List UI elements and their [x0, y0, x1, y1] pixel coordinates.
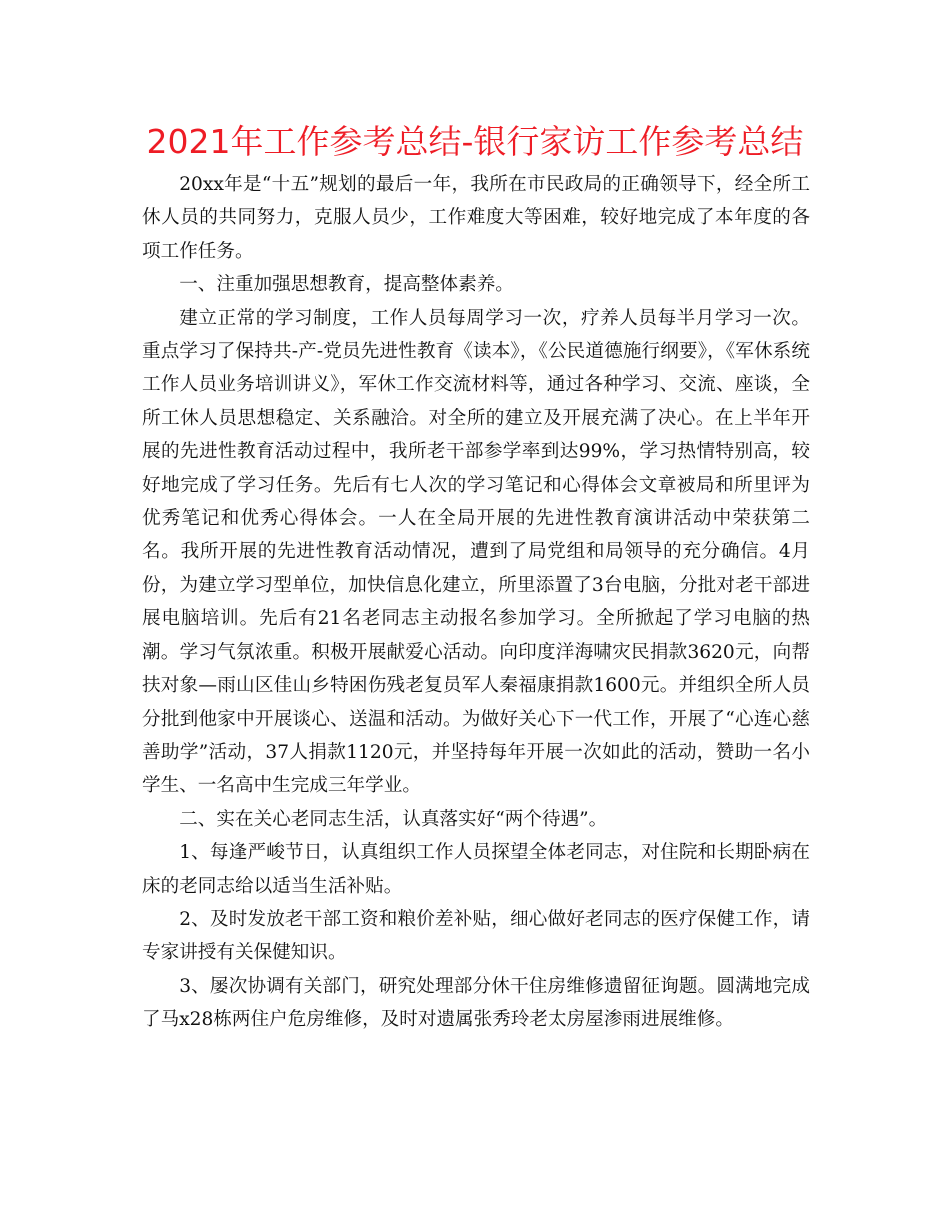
list-item-2: 2、及时发放老干部工资和粮价差补贴，细心做好老同志的医疗保健工作，请专家讲授有关保健知识。 [142, 908, 810, 964]
list-item-1: 1、每逢严峻节日，认真组织工作人员探望全体老同志，对住院和长期卧病在床的老同志给以适当生活补贴。 [142, 842, 810, 897]
section-heading-1: 一、注重加强思想教育，提高整体素养。 [179, 274, 514, 296]
paragraph-study: 建立正常的学习制度，工作人员每周学习一次，疗养人员每半月学习一次。重点学习了保持共-产-党员先进性教育《读本》，《公民道德施行纲要》，《军休系统工作人员业务培训讲义》，军休工作交流材料等，通过各种学习、交流、座谈，全所工休人员思想稳定、关系融洽。对全所的建立及开展充满了决心。在上半年开展的先进性教育活动过程中，我所老干部参学率到达99%，学习热情特别高，较好地完成了学习任务。先后有七人次的学习笔记和心得体会文章被局和所里评为优秀笔记和优秀心得体会。一人在全局开展的先进性教育演讲活动中荣获第二名。我所开展的先进性教育活动情况，遭到了局党组和局领导的充分确信。4月份，为建立学习型单位，加快信息化建立，所里添置了3台电脑，分批对老干部进展电脑培训。先后有21名老同志主动报名参加学习。全所掀起了学习电脑的热潮。学习气氛浓重。积极开展献爱心活动。向印度洋海啸灾民捐款3620元，向帮扶对象—雨山区佳山乡特困伤残老复员军人秦福康捐款1600元。并组织全所人员分批到他家中开展谈心、送温和活动。为做好关心下一代工作，开展了“心连心慈善助学”活动，37人捐款1120元，并坚持每年开展一次如此的活动，赞助一名小学生、一名高中生完成三年学业。 [142, 307, 810, 797]
document-title: 2021年工作参考总结-银行家访工作参考总结 [146, 122, 804, 161]
document-body [142, 168, 810, 1037]
paragraph-intro: 20xx年是“十五”规划的最后一年，我所在市民政局的正确领导下，经全所工休人员的共同努力，克服人员少，工作难度大等困难，较好地完成了本年度的各项工作任务。 [142, 174, 810, 262]
list-item-3: 3、屡次协调有关部门，研究处理部分休干住房维修遗留征询题。圆满地完成了马x28栋两住户危房维修，及时对遗属张秀玲老太房屋渗雨进展维修。 [142, 975, 810, 1031]
section-heading-2: 二、实在关心老同志生活，认真落实好“两个待遇”。 [179, 808, 608, 830]
